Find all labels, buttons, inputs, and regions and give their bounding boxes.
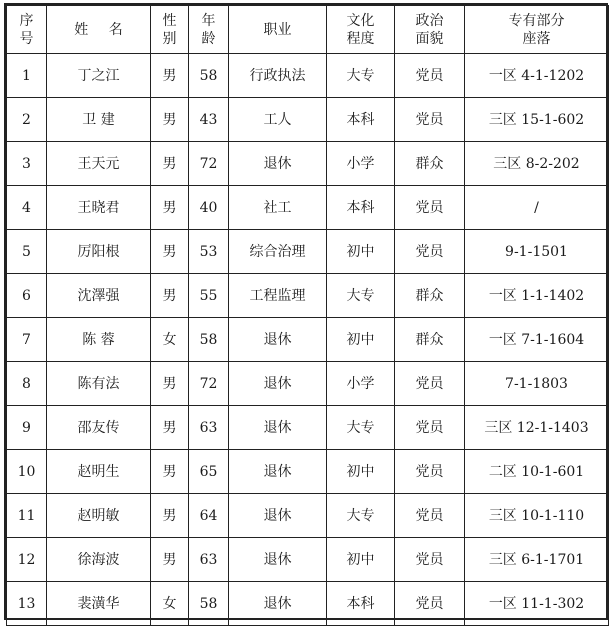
cell-edu: 初中 [327, 318, 395, 362]
cell-sex: 男 [151, 362, 189, 406]
table-row [7, 98, 609, 142]
member-table-frame [4, 3, 608, 620]
header-edu-line1: 文化 [346, 12, 375, 29]
cell-name: 王天元 [47, 142, 151, 186]
table-row [7, 582, 609, 626]
table-body [7, 54, 609, 626]
table-header-row [7, 6, 609, 54]
cell-age: 43 [189, 98, 229, 142]
cell-sex: 男 [151, 98, 189, 142]
table-row [7, 230, 609, 274]
cell-pol: 群众 [395, 274, 465, 318]
cell-edu: 初中 [327, 450, 395, 494]
cell-sex: 男 [151, 54, 189, 98]
cell-edu: 本科 [327, 186, 395, 230]
header-edu-line2: 程度 [346, 30, 375, 47]
cell-unit: 一区 4-1-1202 [465, 54, 609, 98]
cell-age: 40 [189, 186, 229, 230]
cell-name: 陈 蓉 [47, 318, 151, 362]
cell-age: 63 [189, 538, 229, 582]
cell-age: 63 [189, 406, 229, 450]
cell-job: 退休 [229, 450, 327, 494]
cell-job: 退休 [229, 538, 327, 582]
cell-pol: 党员 [395, 494, 465, 538]
cell-pol: 党员 [395, 54, 465, 98]
table-row [7, 142, 609, 186]
table-row [7, 54, 609, 98]
cell-name: 厉阳根 [47, 230, 151, 274]
table-row [7, 450, 609, 494]
header-name-label: 姓 名 [74, 21, 131, 38]
cell-age: 58 [189, 54, 229, 98]
cell-edu: 大专 [327, 406, 395, 450]
cell-job: 退休 [229, 582, 327, 626]
cell-unit: 9-1-1501 [465, 230, 609, 274]
cell-age: 72 [189, 362, 229, 406]
cell-seq: 2 [7, 98, 47, 142]
cell-seq: 13 [7, 582, 47, 626]
cell-pol: 群众 [395, 142, 465, 186]
header-pol [395, 6, 465, 54]
table-row [7, 318, 609, 362]
cell-edu: 大专 [327, 494, 395, 538]
cell-seq: 9 [7, 406, 47, 450]
header-job-label: 职业 [263, 21, 292, 38]
cell-name: 陈有法 [47, 362, 151, 406]
header-pol-line2: 面貌 [415, 30, 444, 47]
header-sex-line2: 别 [162, 30, 177, 47]
cell-job: 工人 [229, 98, 327, 142]
cell-edu: 本科 [327, 582, 395, 626]
cell-age: 72 [189, 142, 229, 186]
cell-sex: 女 [151, 318, 189, 362]
cell-pol: 党员 [395, 538, 465, 582]
header-age-line1: 年 [201, 12, 216, 29]
cell-age: 65 [189, 450, 229, 494]
cell-job: 退休 [229, 318, 327, 362]
cell-job: 社工 [229, 186, 327, 230]
cell-name: 卫 建 [47, 98, 151, 142]
cell-name: 赵明生 [47, 450, 151, 494]
cell-seq: 3 [7, 142, 47, 186]
cell-name: 邵友传 [47, 406, 151, 450]
cell-seq: 10 [7, 450, 47, 494]
header-seq-line2: 号 [19, 30, 34, 47]
cell-unit: 一区 1-1-1402 [465, 274, 609, 318]
cell-unit: 二区 10-1-601 [465, 450, 609, 494]
cell-seq: 11 [7, 494, 47, 538]
cell-name: 徐海波 [47, 538, 151, 582]
cell-job: 退休 [229, 362, 327, 406]
header-seq [7, 6, 47, 54]
header-job [229, 6, 327, 54]
cell-unit: 三区 10-1-110 [465, 494, 609, 538]
cell-pol: 党员 [395, 98, 465, 142]
cell-seq: 8 [7, 362, 47, 406]
cell-name: 沈澤强 [47, 274, 151, 318]
header-unit-line1: 专有部分 [508, 12, 565, 29]
table-row [7, 538, 609, 582]
cell-sex: 男 [151, 230, 189, 274]
cell-sex: 男 [151, 274, 189, 318]
header-seq-line1: 序 [19, 12, 34, 29]
cell-seq: 7 [7, 318, 47, 362]
cell-age: 53 [189, 230, 229, 274]
cell-seq: 6 [7, 274, 47, 318]
cell-sex: 男 [151, 450, 189, 494]
cell-unit: 7-1-1803 [465, 362, 609, 406]
cell-name: 王晓君 [47, 186, 151, 230]
header-edu [327, 6, 395, 54]
table-row [7, 406, 609, 450]
cell-sex: 男 [151, 186, 189, 230]
header-name [47, 6, 151, 54]
cell-edu: 大专 [327, 274, 395, 318]
cell-unit: / [465, 186, 609, 230]
cell-pol: 党员 [395, 406, 465, 450]
cell-edu: 本科 [327, 98, 395, 142]
cell-job: 退休 [229, 494, 327, 538]
table-row [7, 274, 609, 318]
cell-sex: 男 [151, 494, 189, 538]
cell-sex: 男 [151, 538, 189, 582]
cell-name: 赵明敏 [47, 494, 151, 538]
cell-age: 55 [189, 274, 229, 318]
cell-job: 综合治理 [229, 230, 327, 274]
header-age-line2: 龄 [201, 30, 216, 47]
cell-pol: 党员 [395, 362, 465, 406]
cell-seq: 4 [7, 186, 47, 230]
cell-unit: 三区 6-1-1701 [465, 538, 609, 582]
cell-edu: 小学 [327, 362, 395, 406]
cell-unit: 一区 11-1-302 [465, 582, 609, 626]
cell-pol: 党员 [395, 186, 465, 230]
cell-pol: 党员 [395, 450, 465, 494]
cell-edu: 初中 [327, 230, 395, 274]
cell-job: 退休 [229, 142, 327, 186]
cell-age: 64 [189, 494, 229, 538]
cell-sex: 女 [151, 582, 189, 626]
cell-unit: 三区 12-1-1403 [465, 406, 609, 450]
cell-pol: 群众 [395, 318, 465, 362]
cell-unit: 三区 15-1-602 [465, 98, 609, 142]
cell-job: 退休 [229, 406, 327, 450]
cell-seq: 1 [7, 54, 47, 98]
cell-unit: 三区 8-2-202 [465, 142, 609, 186]
cell-unit: 一区 7-1-1604 [465, 318, 609, 362]
cell-age: 58 [189, 582, 229, 626]
cell-pol: 党员 [395, 582, 465, 626]
member-table [6, 5, 609, 626]
cell-edu: 初中 [327, 538, 395, 582]
cell-job: 工程监理 [229, 274, 327, 318]
cell-age: 58 [189, 318, 229, 362]
cell-name: 裴潢华 [47, 582, 151, 626]
header-age [189, 6, 229, 54]
header-unit [465, 6, 609, 54]
cell-job: 行政执法 [229, 54, 327, 98]
cell-seq: 12 [7, 538, 47, 582]
header-sex-line1: 性 [162, 12, 177, 29]
table-row [7, 362, 609, 406]
cell-edu: 小学 [327, 142, 395, 186]
cell-pol: 党员 [395, 230, 465, 274]
cell-seq: 5 [7, 230, 47, 274]
table-row [7, 494, 609, 538]
cell-edu: 大专 [327, 54, 395, 98]
header-pol-line1: 政治 [415, 12, 444, 29]
cell-sex: 男 [151, 406, 189, 450]
cell-name: 丁之江 [47, 54, 151, 98]
header-sex [151, 6, 189, 54]
table-row [7, 186, 609, 230]
header-unit-line2: 座落 [522, 30, 551, 47]
cell-sex: 男 [151, 142, 189, 186]
